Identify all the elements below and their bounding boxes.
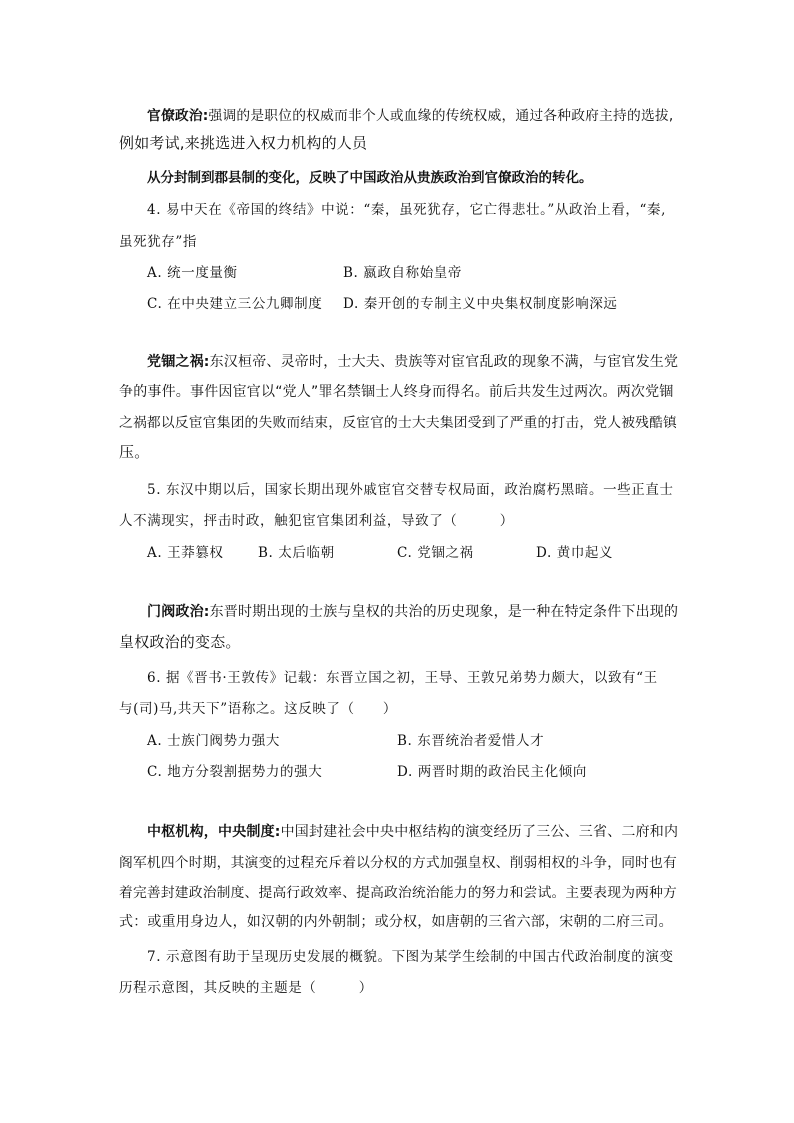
- definition-text: 东汉桓帝、灵帝时，士大夫、贵族等对宦官乱政的现象不满，与宦官发生党: [209, 354, 679, 370]
- option-d: D. 秦开创的专制主义中央集权制度影响深远: [343, 296, 618, 312]
- definition-line: 之祸都以反宦官集团的失败而结束，反宦官的士大夫集团受到了严重的打击，党人被残酷镇: [119, 415, 678, 431]
- definition-text: 中国封建社会中央中枢结构的演变经历了三公、三省、二府和内: [280, 824, 679, 840]
- definition-line: 争的事件。事件因宦官以“党人”罪名禁锢士人终身而得名。前后共发生过两次。两次党锢: [119, 384, 674, 400]
- question-stem: 5. 东汉中期以后，国家长期出现外戚宦官交替专权局面，政治腐朽黑暗。一些正直士: [147, 482, 674, 498]
- definition-line: [147, 104, 673, 124]
- option-a: A. 统一度量衡: [147, 265, 238, 281]
- definition-text: 强调的是职位的权威而非个人或血缘的传统权威，通过各种政府主持的选拔,: [208, 108, 674, 124]
- definition-line: [147, 821, 678, 841]
- question-stem: 4. 易中天在《帝国的终结》中说：“秦，虽死犹存，它亡得悲壮。”从政治上看，“秦,: [147, 202, 667, 218]
- option-d: D. 两晋时期的政治民主化倾向: [397, 764, 587, 780]
- key-conclusion: 从分封制到郡县制的变化，反映了中国政治从贵族政治到官僚政治的转化。: [147, 170, 593, 186]
- option-c: C. 在中央建立三公九卿制度: [147, 296, 323, 312]
- term-label: 门阀政治:: [147, 604, 210, 620]
- definition-text: 东晋时期出现的士族与皇权的共治的历史现象，是一种在特定条件下出现的: [209, 604, 679, 620]
- question-stem: 历程示意图，其反映的主题是（ ）: [119, 980, 373, 996]
- question-stem: 人不满现实，抨击时政，触犯宦官集团利益，导致了（ ）: [119, 513, 514, 529]
- question-stem: 虽死犹存”指: [119, 234, 198, 250]
- option-c: C. 党锢之祸: [397, 545, 474, 561]
- term-label: 官僚政治:: [147, 108, 209, 124]
- option-a: A. 王莽篡权: [147, 545, 224, 561]
- term-label: 中枢机构，中央制度:: [147, 824, 281, 840]
- question-stem: 6. 据《晋书·王敦传》记载：东晋立国之初，王导、王敦兄弟势力颇大，以致有“王: [147, 670, 658, 686]
- term-label: 党锢之祸:: [147, 354, 210, 370]
- option-d: D. 黄巾起义: [536, 545, 614, 561]
- definition-line: 压。: [119, 443, 150, 461]
- definition-line: 阁军机四个时期，其演变的过程充斥着以分权的方式加强皇权、削弱相权的斗争，同时也有: [119, 855, 678, 871]
- option-b: B. 太后临朝: [258, 545, 335, 561]
- question-stem: 7. 示意图有助于呈现历史发展的概貌。下图为某学生绘制的中国古代政治制度的演变: [147, 949, 674, 965]
- question-stem: 与(司)马,共天下”语称之。这反映了（ ）: [119, 701, 397, 717]
- option-c: C. 地方分裂割据势力的强大: [147, 764, 323, 780]
- definition-line: 皇权政治的变态。: [119, 633, 241, 651]
- option-b: B. 嬴政自称始皇帝: [343, 265, 463, 281]
- definition-line: 式：或重用身边人，如汉朝的内外朝制；或分权，如唐朝的三省六部，宋朝的二府三司。: [119, 914, 673, 930]
- option-a: A. 士族门阀势力强大: [147, 733, 280, 749]
- definition-line: [147, 601, 678, 621]
- definition-line: [147, 351, 678, 371]
- definition-line: 例如考试,来挑选进入权力机构的人员: [119, 134, 368, 152]
- definition-line: 着完善封建政治制度、提高行政效率、提高政治统治能力的努力和尝试。主要表现为两种方: [119, 885, 678, 901]
- option-b: B. 东晋统治者爱惜人才: [397, 733, 545, 749]
